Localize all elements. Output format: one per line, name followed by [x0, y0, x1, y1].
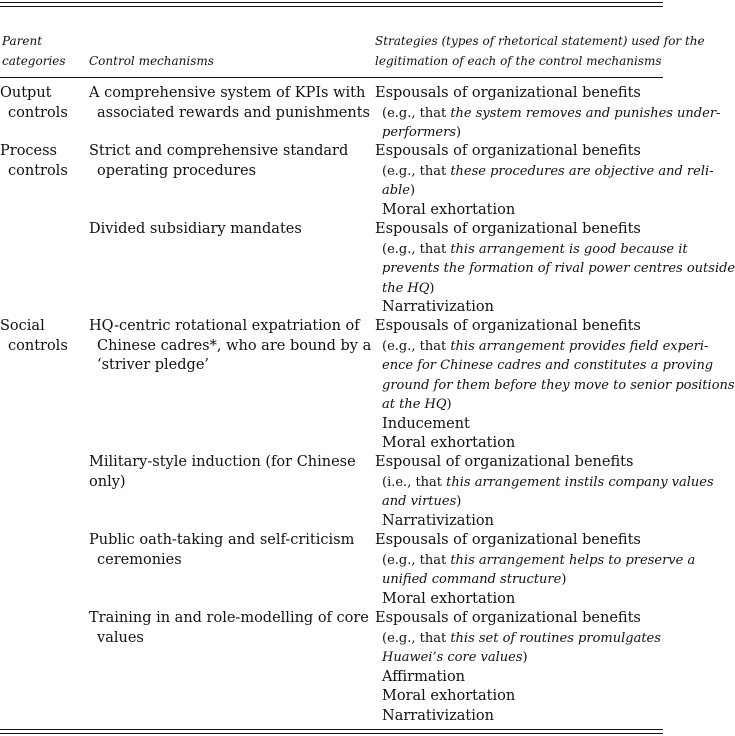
- strategy-core-values: Espousals of organizational benefits (e.g., that this set of routines promulgates Huawei’s core values) Affirmation Moral exhortation Narrativization: [375, 610, 661, 724]
- mechanism-military-induction: Military-style induction (for Chinese only): [89, 454, 356, 490]
- header-control-mechanisms: Control mechanisms: [89, 54, 214, 68]
- header-parent-categories: Parent categories: [2, 34, 66, 68]
- parent-category-output: Output controls: [0, 85, 68, 121]
- bottom-rule-2: [0, 733, 663, 734]
- mechanism-kpis: A comprehensive system of KPIs with associated rewards and punishments: [89, 85, 370, 121]
- parent-category-social: Social controls: [0, 318, 68, 354]
- top-rule-2: [0, 6, 663, 7]
- strategy-sops: Espousals of organizational benefits (e.g., that these procedures are objective and reli- able) Moral exhortation: [375, 143, 714, 218]
- strategy-military-induction: Espousal of organizational benefits (i.e., that this arrangement instils company values and virtues) Narrativization: [375, 454, 714, 529]
- header-rule: [0, 77, 663, 78]
- top-rule-1: [0, 2, 663, 3]
- mechanism-expatriation: HQ-centric rotational expatriation of Chinese cadres*, who are bound by a ‘striver pledge’: [89, 318, 372, 373]
- mechanism-sops: Strict and comprehensive standard operating procedures: [89, 143, 349, 179]
- mechanism-divided-mandates: Divided subsidiary mandates: [89, 221, 302, 237]
- bottom-rule-1: [0, 729, 663, 730]
- strategy-oath-taking: Espousals of organizational benefits (e.g., that this arrangement helps to preserve a unified command structure) Moral exhortation: [375, 532, 696, 607]
- strategy-expatriation: Espousals of organizational benefits (e.g., that this arrangement provides field experi- ence for Chinese cadres and constitutes a proving ground for them before they move to senior positions at the HQ) Inducement Moral exhortation: [375, 318, 735, 451]
- header-strategies: Strategies (types of rhetorical statement) used for the legitimation of each of the control mechanisms: [375, 34, 705, 68]
- strategy-kpis: Espousals of organizational benefits (e.g., that the system removes and punishes under- performers): [375, 85, 721, 140]
- strategy-divided-mandates: Espousals of organizational benefits (e.g., that this arrangement is good because it prevents the formation of rival power centres outside the HQ) Narrativization: [375, 221, 735, 315]
- mechanism-core-values: Training in and role-modelling of core values: [89, 610, 369, 646]
- parent-category-process: Process controls: [0, 143, 68, 179]
- mechanism-oath-taking: Public oath-taking and self-criticism ceremonies: [89, 532, 355, 568]
